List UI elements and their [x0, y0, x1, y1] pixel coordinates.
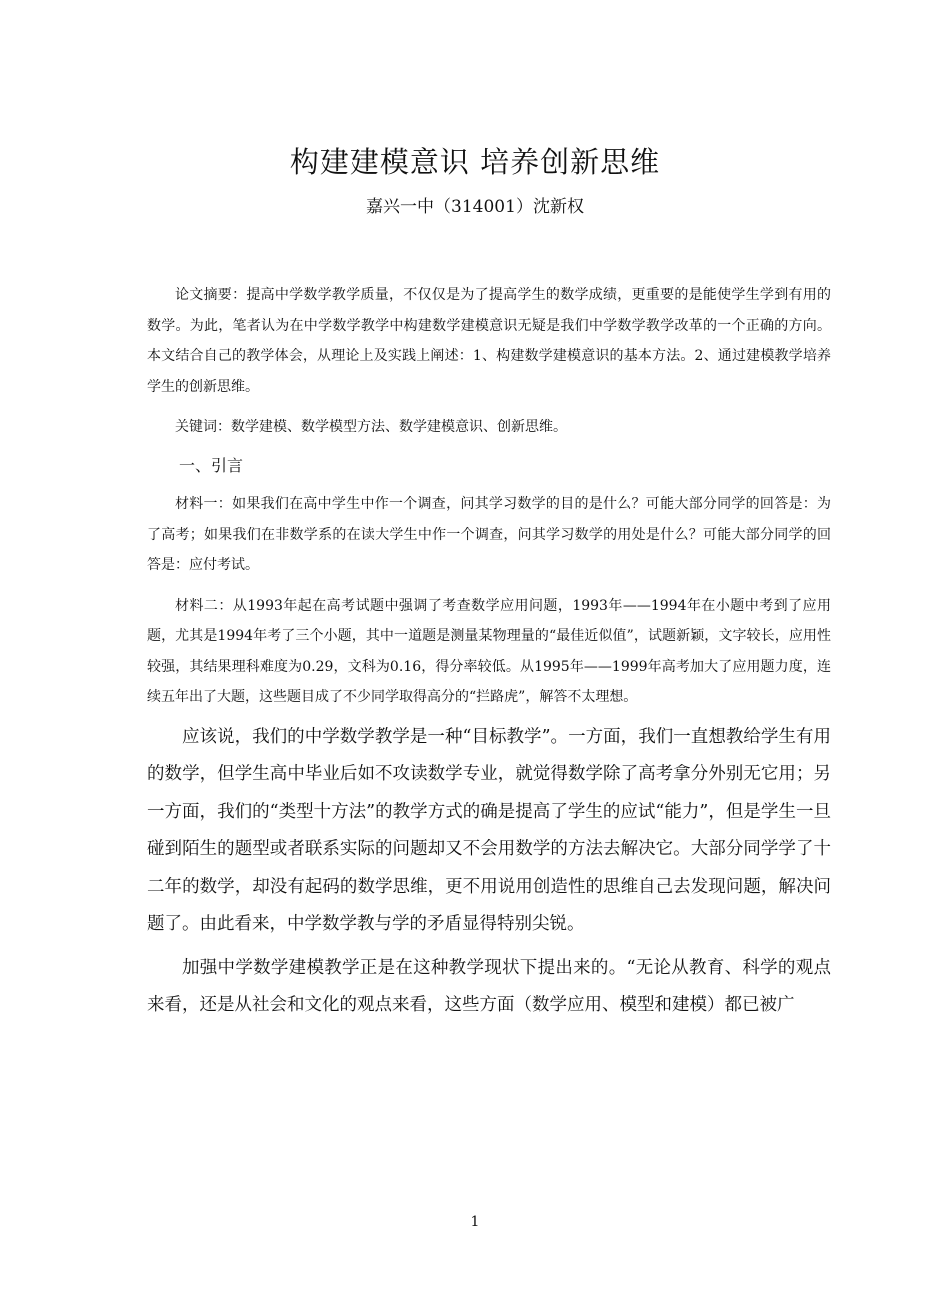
author-line: 嘉兴一中（314001）沈新权 — [366, 197, 584, 217]
modeling-teaching-paragraph: 加强中学数学建模教学正是在这种教学现状下提出来的。“无论从教育、科学的观点来看，还是从社会和文化的观点来看，这些方面（数学应用、模型和建模）都已被广 — [147, 957, 831, 1015]
document-title: 构建建模意识 培养创新思维 — [289, 145, 661, 179]
abstract-paragraph: 论文摘要：提高中学数学教学质量，不仅仅是为了提高学生的数学成绩，更重要的是能使学生学到有用的数学。为此，笔者认为在中学数学教学中构建数学建模意识无疑是我们中学数学教学改革的一个正确的方向。本文结合自己的教学体会，从理论上及实践上阐述：1、构建数学建模意识的基本方法。2、通过建模教学培养学生的创新思维。 — [147, 287, 831, 395]
page-number: 1 — [470, 1214, 480, 1230]
document-body — [147, 280, 831, 1025]
material-two-paragraph: 材料二：从1993年起在高考试题中强调了考查数学应用问题，1993年——1994年在小题中考到了应用题，尤其是1994年考了三个小题，其中一道题是测量某物理量的“最佳近似值”，试题新颖，文字较长，应用性较强，其结果理科难度为0.29，文科为0.16，得分率较低。从1995年——1999年高考加大了应用题力度，连续五年出了大题，这些题目成了不少同学取得高分的“拦路虎”，解答不太理想。 — [147, 597, 831, 705]
material-one-paragraph: 材料一：如果我们在高中学生中作一个调查，问其学习数学的目的是什么？可能大部分同学的回答是：为了高考；如果我们在非数学系的在读大学生中作一个调查，问其学习数学的用处是什么？可能大部分同学的回答是：应付考试。 — [147, 496, 831, 573]
section-heading: 一、引言 — [179, 455, 244, 475]
keywords-paragraph: 关键词：数学建模、数学模型方法、数学建模意识、创新思维。 — [175, 419, 567, 435]
goal-teaching-paragraph: 应该说，我们的中学数学教学是一种“目标教学”。一方面，我们一直想教给学生有用的数学，但学生高中毕业后如不攻读数学专业，就觉得数学除了高考拿分外别无它用；另一方面，我们的“类型十方法”的教学方式的确是提高了学生的应试“能力”，但是学生一旦碰到陌生的题型或者联系实际的问题却又不会用数学的方法去解决它。大部分同学学了十二年的数学，却没有起码的数学思维，更不用说用创造性的思维自己去发现问题，解决问题了。由此看来，中学数学教与学的矛盾显得特别尖锐。 — [147, 726, 831, 934]
